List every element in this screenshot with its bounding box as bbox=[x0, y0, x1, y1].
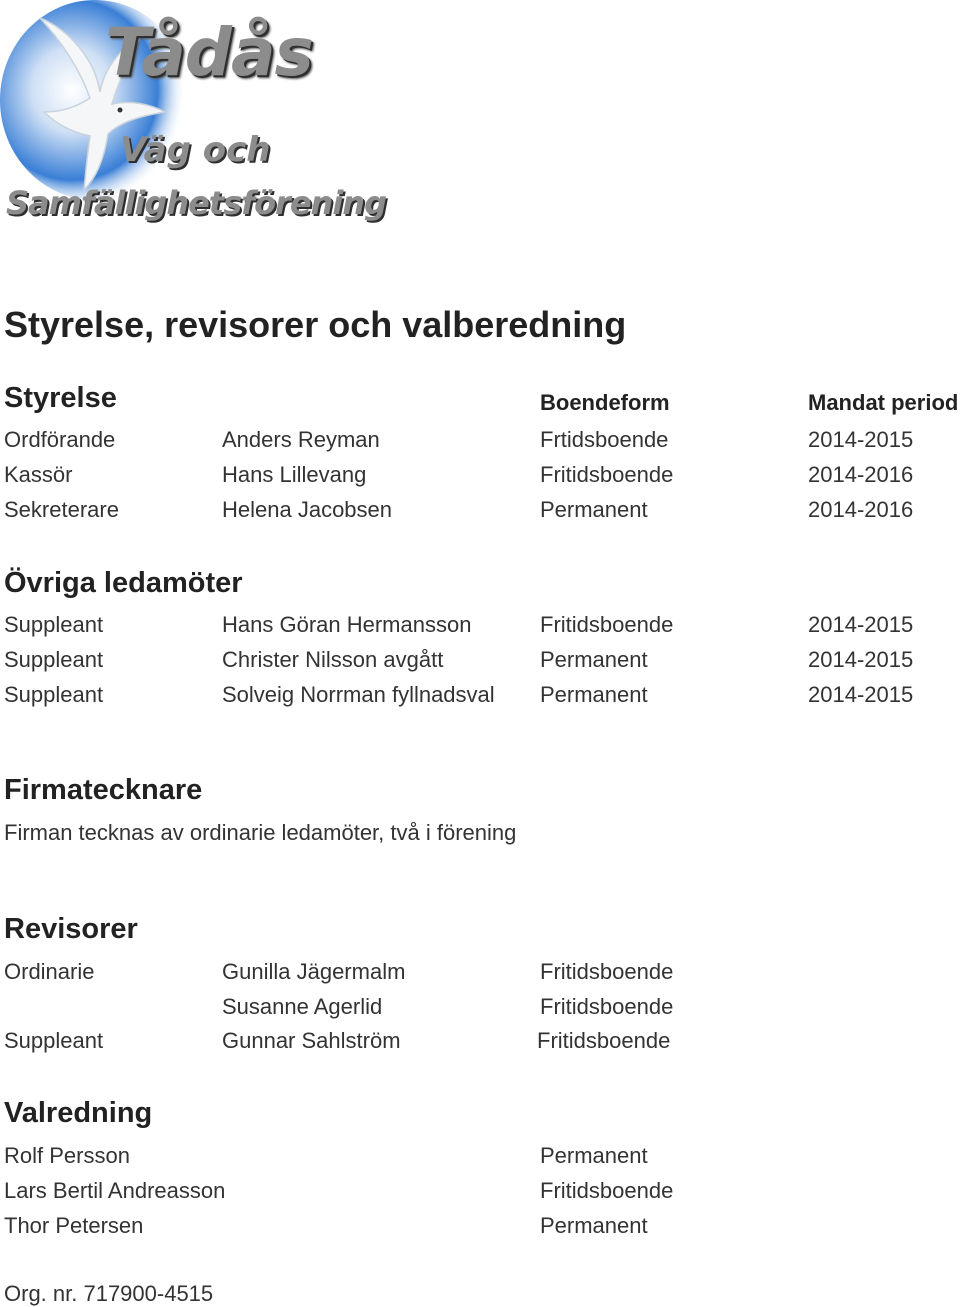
ovriga-ledamoter-heading: Övriga ledamöter bbox=[4, 567, 243, 599]
name-cell: Gunnar Sahlström bbox=[222, 1028, 401, 1053]
name-cell: Solveig Norrman fyllnadsval bbox=[222, 682, 495, 707]
boendeform-cell: Fritidsboende bbox=[537, 1028, 671, 1053]
table-row bbox=[0, 647, 960, 677]
role-cell: Sekreterare bbox=[4, 497, 119, 522]
name-cell: Lars Bertil Andreasson bbox=[4, 1178, 226, 1203]
logo-subtitle-line1: Väg och bbox=[120, 130, 271, 170]
role-cell: Suppleant bbox=[4, 682, 104, 707]
logo-title: Tådås bbox=[105, 14, 313, 91]
firmatecknare-text: Firman tecknas av ordinarie ledamöter, två i förening bbox=[4, 820, 517, 845]
period-cell: 2014-2016 bbox=[808, 497, 914, 522]
table-row bbox=[0, 959, 960, 989]
table-row bbox=[0, 682, 960, 712]
revisorer-heading: Revisorer bbox=[4, 913, 138, 945]
table-row bbox=[0, 427, 960, 457]
boendeform-cell: Fritidsboende bbox=[540, 612, 674, 637]
column-header-mandat-period: Mandat period bbox=[808, 390, 959, 415]
table-row bbox=[0, 1028, 960, 1058]
name-cell: Susanne Agerlid bbox=[222, 994, 383, 1019]
period-cell: 2014-2015 bbox=[808, 612, 914, 637]
name-cell: Christer Nilsson avgått bbox=[222, 647, 444, 672]
period-cell: 2014-2015 bbox=[808, 647, 914, 672]
boendeform-cell: Fritidsboende bbox=[540, 1178, 674, 1203]
name-cell: Thor Petersen bbox=[4, 1213, 144, 1238]
name-cell: Hans Göran Hermansson bbox=[222, 612, 472, 637]
role-cell: Kassör bbox=[4, 462, 73, 487]
table-row bbox=[0, 612, 960, 642]
name-cell: Hans Lillevang bbox=[222, 462, 367, 487]
period-cell: 2014-2015 bbox=[808, 682, 914, 707]
association-logo bbox=[0, 0, 400, 240]
role-cell: Ordförande bbox=[4, 427, 116, 452]
boendeform-cell: Permanent bbox=[540, 1213, 648, 1238]
table-row bbox=[0, 497, 960, 527]
valredning-heading: Valredning bbox=[4, 1097, 153, 1129]
name-cell: Helena Jacobsen bbox=[222, 497, 393, 522]
page-title: Styrelse, revisorer och valberedning bbox=[4, 304, 627, 345]
table-row bbox=[0, 1143, 960, 1173]
table-row bbox=[0, 462, 960, 492]
firmatecknare-heading: Firmatecknare bbox=[4, 774, 203, 806]
period-cell: 2014-2015 bbox=[808, 427, 914, 452]
role-cell: Suppleant bbox=[4, 612, 104, 637]
name-cell: Gunilla Jägermalm bbox=[222, 959, 406, 984]
boendeform-cell: Permanent bbox=[540, 497, 648, 522]
role-cell: Suppleant bbox=[4, 647, 104, 672]
boendeform-cell: Permanent bbox=[540, 682, 648, 707]
role-cell: Suppleant bbox=[4, 1028, 104, 1053]
logo-subtitle-line2: Samfällighetsförening bbox=[6, 184, 386, 222]
org-number: Org. nr. 717900-4515 bbox=[4, 1281, 214, 1306]
table-row bbox=[0, 1213, 960, 1243]
role-cell: Ordinarie bbox=[4, 959, 95, 984]
boendeform-cell: Frtidsboende bbox=[540, 427, 669, 452]
name-cell: Anders Reyman bbox=[222, 427, 380, 452]
boendeform-cell: Fritidsboende bbox=[540, 959, 674, 984]
boendeform-cell: Fritidsboende bbox=[540, 462, 674, 487]
table-row bbox=[0, 1178, 960, 1208]
period-cell: 2014-2016 bbox=[808, 462, 914, 487]
table-row bbox=[0, 994, 960, 1024]
boendeform-cell: Permanent bbox=[540, 1143, 648, 1168]
boendeform-cell: Fritidsboende bbox=[540, 994, 674, 1019]
column-header-boendeform: Boendeform bbox=[540, 390, 670, 415]
boendeform-cell: Permanent bbox=[540, 647, 648, 672]
name-cell: Rolf Persson bbox=[4, 1143, 130, 1168]
styrelse-heading: Styrelse bbox=[4, 382, 117, 414]
